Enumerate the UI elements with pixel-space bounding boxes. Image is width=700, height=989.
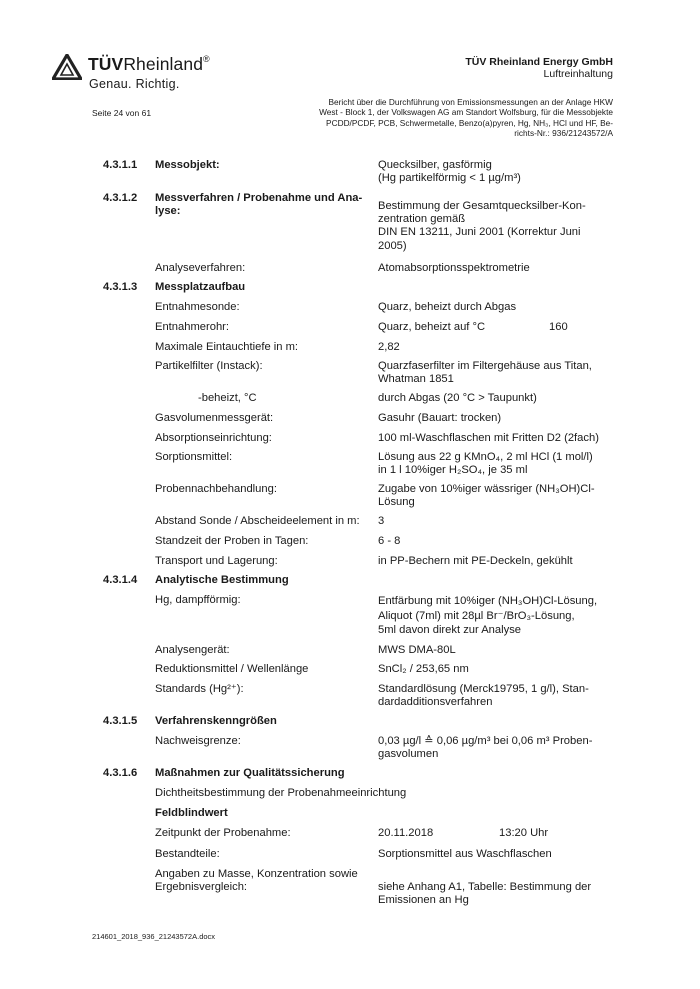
section-number: 4.3.1.3 xyxy=(103,281,138,293)
gasvolumen-label: Gasvolumenmessgerät: xyxy=(155,412,274,424)
entnahmerohr-label: Entnahmerohr: xyxy=(155,321,230,333)
section-number: 4.3.1.1 xyxy=(103,159,138,171)
section-number: 4.3.1.5 xyxy=(103,715,138,727)
nachweisgrenze-value: 0,03 µg/l ≙ 0,06 µg/m³ bei 0,06 m³ Proben- gasvolumen xyxy=(378,735,593,761)
sorption-label: Sorptionsmittel: xyxy=(155,451,233,463)
hg-value: Entfärbung mit 10%iger (NH₃OH)Cl-Lösung, Aliquot (7ml) mit 28µl Br⁻/BrO₃-Lösung, 5ml davon direkt zur Analyse xyxy=(378,595,598,636)
section-number: 4.3.1.4 xyxy=(103,574,138,586)
analysengeraet-value: MWS DMA-80L xyxy=(378,644,456,656)
partikelfilter-label: Partikelfilter (Instack): xyxy=(155,360,263,372)
report-line: richts-Nr.: 936/21243572/A xyxy=(514,127,613,138)
brand-name: TÜVRheinland® xyxy=(88,54,210,74)
section-title-analytische-bestimmung: Analytische Bestimmung xyxy=(155,574,289,586)
company-name: TÜV Rheinland Energy GmbH xyxy=(465,56,613,68)
section-title-qualitaetssicherung: Maßnahmen zur Qualitätssicherung xyxy=(155,767,345,779)
transport-value: in PP-Bechern mit PE-Deckeln, gekühlt xyxy=(378,555,573,567)
reduktion-value: SnCl₂ / 253,65 nm xyxy=(378,663,469,675)
feldblindwert-heading: Feldblindwert xyxy=(155,807,228,819)
absorption-value: 100 ml-Waschflaschen mit Fritten D2 (2fach) xyxy=(378,432,599,444)
nachbehandlung-value: Zugabe von 10%iger wässriger (NH₃OH)Cl- Lösung xyxy=(378,483,595,509)
report-line: PCDD/PCDF, PCB, Schwermetalle, Benzo(a)pyren, Hg, NH₃, HCl und HF, Be- xyxy=(326,117,613,128)
absorption-label: Absorptionseinrichtung: xyxy=(155,432,272,444)
section-title-messplatzaufbau: Messplatzaufbau xyxy=(155,281,246,293)
zeitpunkt-date: 20.11.2018 xyxy=(378,827,434,839)
angaben-label: Angaben zu Masse, Konzentration sowie Ergebnisvergleich: xyxy=(155,868,358,894)
standzeit-label: Standzeit der Proben in Tagen: xyxy=(155,535,309,547)
section-title-verfahrenskenngroessen: Verfahrenskenngrößen xyxy=(155,715,277,727)
messverfahren-value: Bestimmung der Gesamtquecksilber-Kon- zentration gemäß DIN EN 13211, Juni 2001 (Korrektur Juni 2005) xyxy=(378,200,586,252)
company-department: Luftreinhaltung xyxy=(543,68,613,80)
transport-label: Transport und Lagerung: xyxy=(155,555,278,567)
brand-motto: Genau. Richtig. xyxy=(89,77,180,91)
footer-filename: 214601_2018_936_21243572A.docx xyxy=(92,932,216,941)
sorption-value: Lösung aus 22 g KMnO₄, 2 ml HCl (1 mol/l) in 1 l 10%iger H₂SO₄, je 35 ml xyxy=(378,451,593,477)
section-number: 4.3.1.6 xyxy=(103,767,138,779)
entnahmerohr-temperature: 160 xyxy=(549,321,568,333)
section-title-messverfahren: Messverfahren / Probenahme und Ana- lyse: xyxy=(155,192,363,218)
gasvolumen-value: Gasuhr (Bauart: trocken) xyxy=(378,412,502,424)
page-number: Seite 24 von 61 xyxy=(92,108,152,118)
standards-label: Standards (Hg²⁺): xyxy=(155,683,244,695)
eintauchtiefe-label: Maximale Eintauchtiefe in m: xyxy=(155,341,299,353)
section-title-messobjekt: Messobjekt: xyxy=(155,159,220,171)
analyseverfahren-label: Analyseverfahren: xyxy=(155,262,246,274)
reduktion-label: Reduktionsmittel / Wellenlänge xyxy=(155,663,309,675)
company-block xyxy=(465,56,613,80)
eintauchtiefe-value: 2,82 xyxy=(378,341,400,353)
report-line: Bericht über die Durchführung von Emissionsmessungen an der Anlage HKW xyxy=(328,97,613,107)
tuv-triangle-icon xyxy=(52,54,82,80)
beheizt-value: durch Abgas (20 °C > Taupunkt) xyxy=(378,392,537,404)
zeitpunkt-label: Zeitpunkt der Probenahme: xyxy=(155,827,291,839)
beheizt-label: -beheizt, °C xyxy=(198,392,257,404)
dichtheit-text: Dichtheitsbestimmung der Probenahmeeinrichtung xyxy=(155,787,407,799)
standzeit-value: 6 - 8 xyxy=(378,535,401,547)
entnahmesonde-label: Entnahmesonde: xyxy=(155,301,240,313)
hg-label: Hg, dampfförmig: xyxy=(155,594,241,606)
report-title xyxy=(283,97,613,138)
analysengeraet-label: Analysengerät: xyxy=(155,644,230,656)
bestandteile-label: Bestandteile: xyxy=(155,848,220,860)
standards-value: Standardlösung (Merck19795, 1 g/l), Stan- dardadditionsverfahren xyxy=(378,683,589,709)
abstand-value: 3 xyxy=(378,515,385,527)
nachweisgrenze-label: Nachweisgrenze: xyxy=(155,735,241,747)
entnahmerohr-value: Quarz, beheizt auf °C xyxy=(378,321,486,333)
partikelfilter-value: Quarzfaserfilter im Filtergehäuse aus Titan, Whatman 1851 xyxy=(378,360,592,386)
entnahmesonde-value: Quarz, beheizt durch Abgas xyxy=(378,301,517,313)
messobjekt-value: Quecksilber, gasförmig (Hg partikelförmig < 1 µg/m³) xyxy=(378,159,521,185)
report-line: West - Block 1, der Volkswagen AG am Standort Wolfsburg, für die Messobjekte xyxy=(319,107,613,118)
zeitpunkt-time: 13:20 Uhr xyxy=(499,827,549,839)
analyseverfahren-value: Atomabsorptionsspektrometrie xyxy=(378,262,530,274)
abstand-label: Abstand Sonde / Abscheideelement in m: xyxy=(155,515,360,527)
bestandteile-value: Sorptionsmittel aus Waschflaschen xyxy=(378,848,552,860)
nachbehandlung-label: Probennachbehandlung: xyxy=(155,483,277,495)
section-number: 4.3.1.2 xyxy=(103,192,138,204)
tuv-logo xyxy=(52,52,242,102)
angaben-value: siehe Anhang A1, Tabelle: Bestimmung der Emissionen an Hg xyxy=(378,881,592,907)
